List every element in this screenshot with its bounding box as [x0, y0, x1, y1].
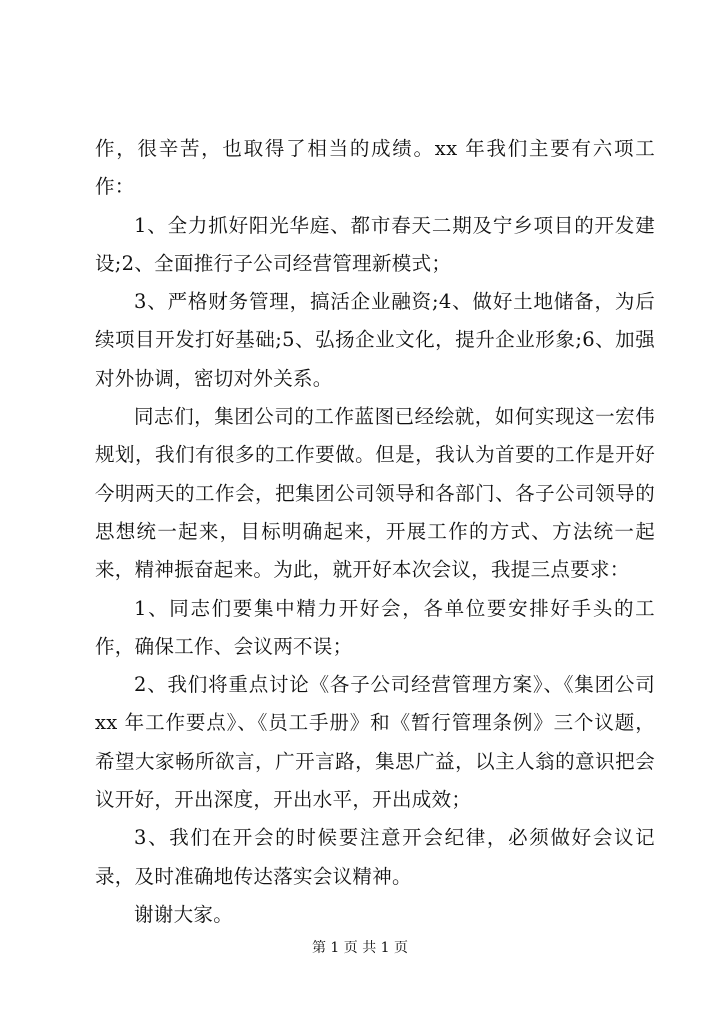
paragraph-work-items-1-2: 1、全力抓好阳光华庭、都市春天二期及宁乡项目的开发建设;2、全面推行子公司经营管理新模式；: [95, 213, 655, 275]
document-body: [95, 130, 655, 934]
paragraph-closing: 谢谢大家。: [134, 902, 234, 926]
paragraph-requirement-2: 2、我们将重点讨论《各子公司经营管理方案》、《集团公司 xx 年工作要点》、《员工手册》和《暂行管理条例》三个议题，希望大家畅所欲言，广开言路，集思广益，以主人翁的意识把会议开好，开出深度，开出水平，开出成效；: [95, 673, 655, 812]
paragraph-requirement-1: 1、同志们要集中精力开好会，各单位要安排好手头的工作，确保工作、会议两不误；: [95, 596, 655, 658]
paragraph-requirement-3: 3、我们在开会的时候要注意开会纪律，必须做好会议记录，及时准确地传达落实会议精神。: [95, 826, 655, 888]
page-footer: 第 1 页 共 1 页: [311, 940, 409, 956]
paragraph-continuation: 作，很辛苦，也取得了相当的成绩。xx 年我们主要有六项工作：: [95, 137, 655, 199]
paragraph-work-items-3-6: 3、严格财务管理，搞活企业融资;4、做好土地储备，为后续项目开发打好基础;5、弘扬企业文化，提升企业形象;6、加强对外协调，密切对外关系。: [95, 290, 655, 390]
paragraph-blueprint: 同志们，集团公司的工作蓝图已经绘就，如何实现这一宏伟规划，我们有很多的工作要做。但是，我认为首要的工作是开好今明两天的工作会，把集团公司领导和各部门、各子公司领导的思想统一起来，目标明确起来，开展工作的方式、方法统一起来，精神振奋起来。为此，就开好本次会议，我提三点要求：: [95, 405, 655, 582]
